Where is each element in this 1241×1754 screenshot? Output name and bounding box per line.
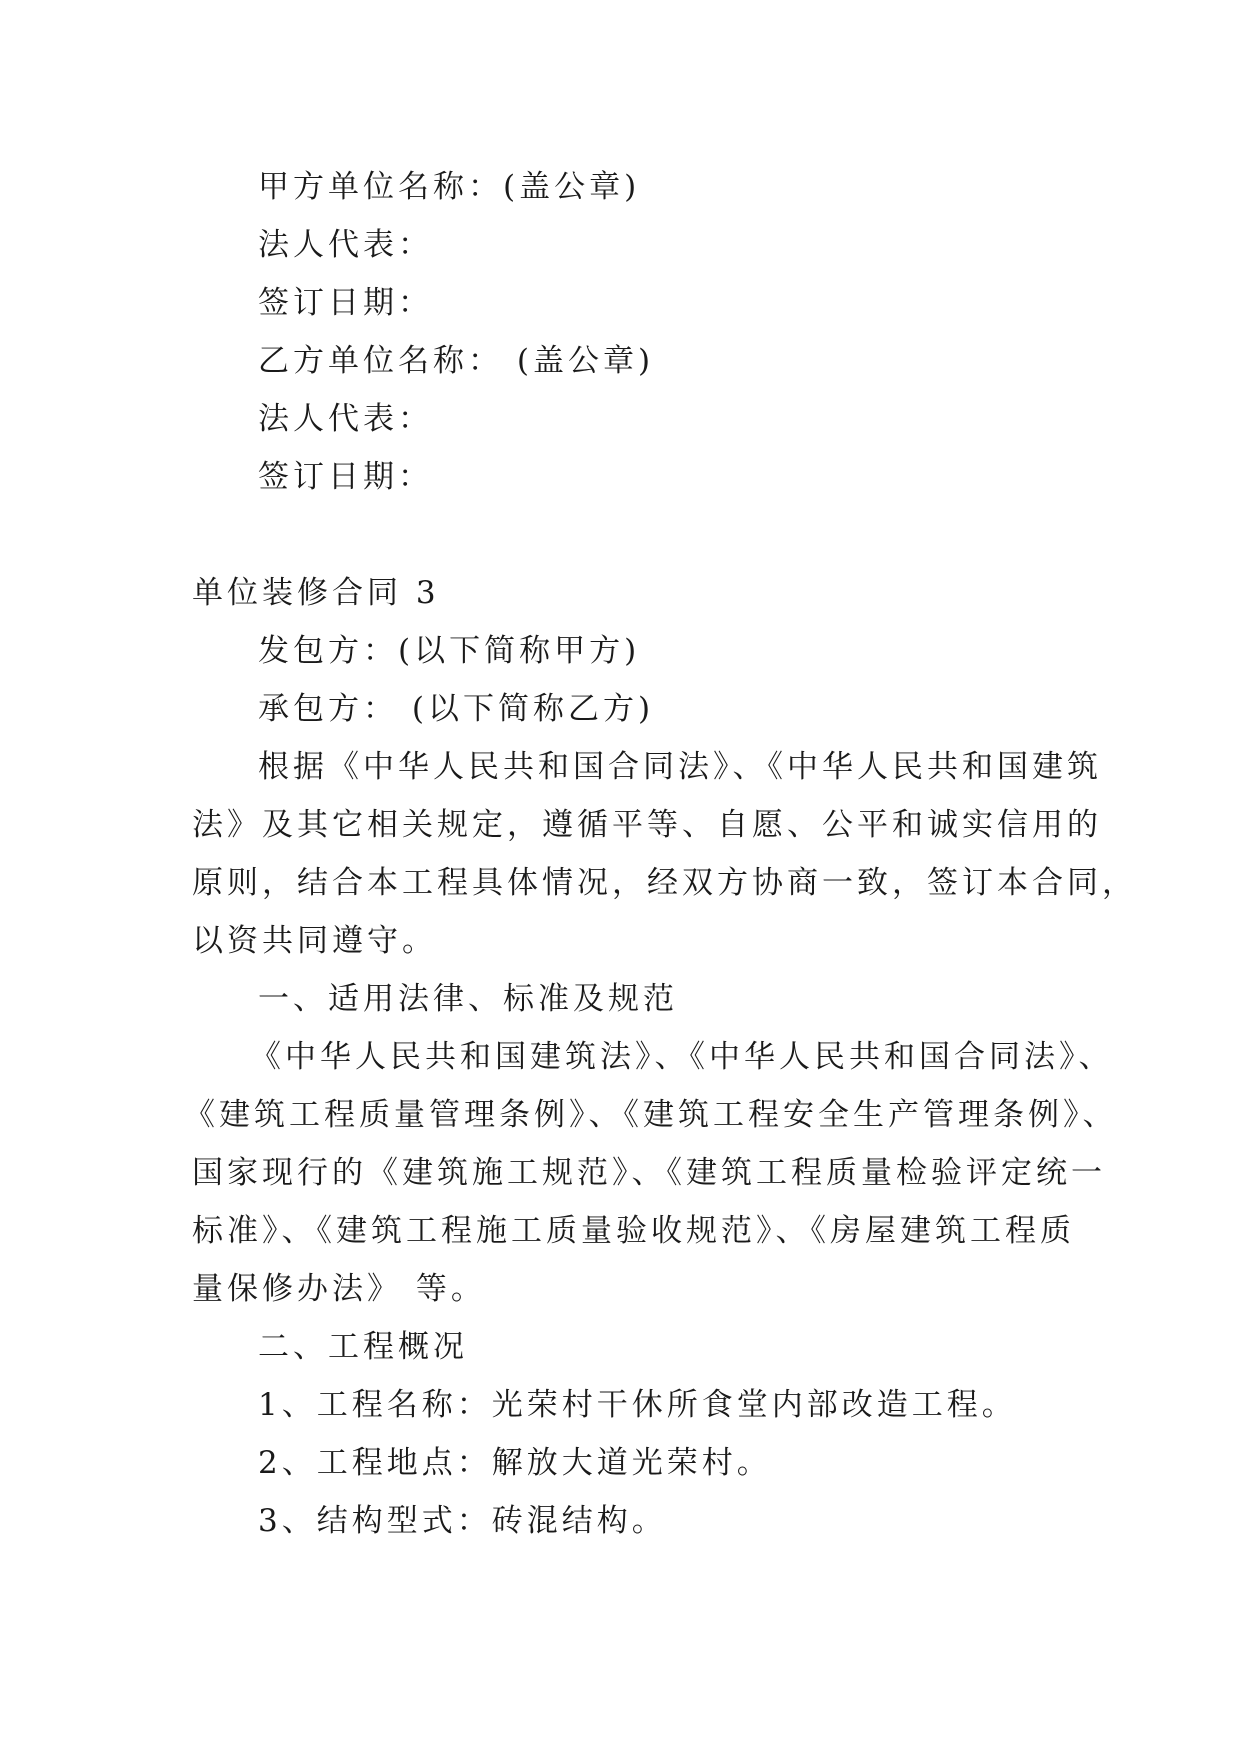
preamble-line: 以资共同遵守。 [192,923,437,959]
party-b-representative: 法人代表： [258,401,433,437]
section-1-body-line: 《中华人民共和国建筑法》、《中华人民共和国合同法》、 [250,1039,1114,1075]
contract-title: 单位装修合同 3 [192,575,440,611]
issuer-line: 发包方：(以下简称甲方) [258,633,641,669]
contractor-line: 承包方： (以下简称乙方) [258,691,655,727]
section-2-heading: 二、工程概况 [258,1329,468,1365]
preamble-line: 原则，结合本工程具体情况，经双方协商一致，签订本合同， [192,865,1137,901]
party-a-representative: 法人代表： [258,227,433,263]
preamble-line: 法》及其它相关规定，遵循平等、自愿、公平和诚实信用的 [192,807,1102,843]
preamble-line: 根据《中华人民共和国合同法》、《中华人民共和国建筑 [258,749,1102,785]
section-2-item: 3、结构型式：砖混结构。 [258,1503,667,1539]
section-1-heading: 一、适用法律、标准及规范 [258,981,678,1017]
party-b-name: 乙方单位名称： (盖公章) [258,343,655,379]
section-1-body-line: 国家现行的《建筑施工规范》、《建筑工程质量检验评定统一 [192,1155,1106,1191]
section-2-item: 1、工程名称：光荣村干休所食堂内部改造工程。 [258,1387,1017,1423]
party-a-signing-date: 签订日期： [258,285,433,321]
party-a-name: 甲方单位名称：(盖公章) [258,169,641,205]
section-1-body-line: 《建筑工程质量管理条例》、《建筑工程安全生产管理条例》、 [184,1097,1118,1133]
section-1-body-line: 量保修办法》 等。 [192,1271,486,1307]
section-1-body-line: 标准》、《建筑工程施工质量验收规范》、《房屋建筑工程质 [192,1213,1075,1249]
section-2-item: 2、工程地点：解放大道光荣村。 [258,1445,772,1481]
party-b-signing-date: 签订日期： [258,459,433,495]
